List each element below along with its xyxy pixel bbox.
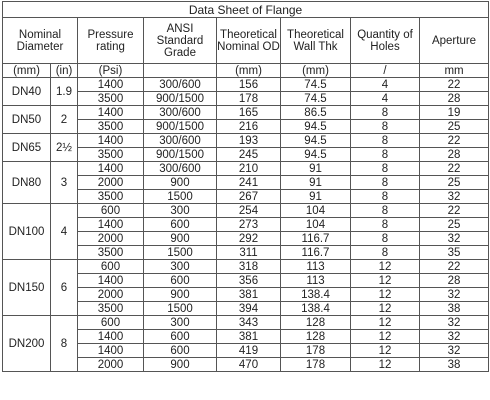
grade-cell: 300/600 — [144, 78, 217, 92]
wall-thk-cell: 104 — [281, 218, 351, 232]
table-row — [3, 316, 489, 330]
aperture-cell: 32 — [420, 232, 489, 246]
grade-cell: 900/1500 — [144, 148, 217, 162]
inch-cell: 2 — [51, 106, 78, 134]
unit-cell: (in) — [51, 64, 78, 78]
grade-cell: 900/1500 — [144, 120, 217, 134]
grade-cell: 300 — [144, 204, 217, 218]
wall-thk-cell: 94.5 — [281, 120, 351, 134]
pressure-cell: 1400 — [78, 344, 144, 358]
holes-cell: 8 — [351, 204, 420, 218]
od-cell: 210 — [217, 162, 281, 176]
flange-data-sheet — [2, 1, 488, 398]
pressure-cell: 3500 — [78, 120, 144, 134]
pressure-cell: 600 — [78, 204, 144, 218]
od-cell: 394 — [217, 302, 281, 316]
pressure-cell: 1400 — [78, 106, 144, 120]
wall-thk-cell: 91 — [281, 162, 351, 176]
pressure-cell: 3500 — [78, 246, 144, 260]
grade-cell: 1500 — [144, 246, 217, 260]
aperture-cell: 22 — [420, 260, 489, 274]
header-ansi-grade: ANSI Standard Grade — [144, 18, 217, 64]
wall-thk-cell: 128 — [281, 330, 351, 344]
wall-thk-cell: 178 — [281, 344, 351, 358]
holes-cell: 12 — [351, 316, 420, 330]
unit-cell: (mm) — [217, 64, 281, 78]
wall-thk-cell: 74.5 — [281, 92, 351, 106]
grade-cell: 600 — [144, 344, 217, 358]
inch-cell: 2½ — [51, 134, 78, 162]
pressure-cell: 1400 — [78, 78, 144, 92]
table-row — [3, 162, 489, 176]
unit-cell: mm — [420, 64, 489, 78]
table-row — [3, 106, 489, 120]
od-cell: 356 — [217, 274, 281, 288]
header-wall-thk: Theoretical Wall Thk — [281, 18, 351, 64]
holes-cell: 8 — [351, 246, 420, 260]
title-row — [3, 2, 489, 18]
aperture-cell: 22 — [420, 204, 489, 218]
grade-cell: 300 — [144, 260, 217, 274]
grade-cell: 600 — [144, 274, 217, 288]
holes-cell: 12 — [351, 302, 420, 316]
holes-cell: 12 — [351, 358, 420, 372]
holes-cell: 8 — [351, 106, 420, 120]
wall-thk-cell: 116.7 — [281, 246, 351, 260]
pressure-cell: 1400 — [78, 330, 144, 344]
aperture-cell: 32 — [420, 190, 489, 204]
holes-cell: 12 — [351, 288, 420, 302]
wall-thk-cell: 113 — [281, 274, 351, 288]
od-cell: 311 — [217, 246, 281, 260]
od-cell: 381 — [217, 288, 281, 302]
aperture-cell: 22 — [420, 162, 489, 176]
inch-cell: 4 — [51, 204, 78, 260]
aperture-cell: 35 — [420, 246, 489, 260]
unit-cell: / — [351, 64, 420, 78]
wall-thk-cell: 138.4 — [281, 288, 351, 302]
unit-cell — [144, 64, 217, 78]
od-cell: 381 — [217, 330, 281, 344]
inch-cell: 6 — [51, 260, 78, 316]
unit-cell: (Psi) — [78, 64, 144, 78]
pressure-cell: 3500 — [78, 92, 144, 106]
od-cell: 470 — [217, 358, 281, 372]
od-cell: 165 — [217, 106, 281, 120]
unit-cell: (mm) — [3, 64, 51, 78]
holes-cell: 8 — [351, 134, 420, 148]
aperture-cell: 28 — [420, 92, 489, 106]
dn-cell: DN80 — [3, 162, 51, 204]
grade-cell: 900 — [144, 232, 217, 246]
dn-cell: DN150 — [3, 260, 51, 316]
pressure-cell: 2000 — [78, 288, 144, 302]
holes-cell: 8 — [351, 176, 420, 190]
holes-cell: 8 — [351, 190, 420, 204]
table-row — [3, 78, 489, 92]
wall-thk-cell: 91 — [281, 190, 351, 204]
header-aperture: Aperture — [420, 18, 489, 64]
od-cell: 318 — [217, 260, 281, 274]
grade-cell: 600 — [144, 218, 217, 232]
grade-cell: 900 — [144, 176, 217, 190]
pressure-cell: 2000 — [78, 176, 144, 190]
inch-cell: 8 — [51, 316, 78, 372]
header-nominal-diameter: Nominal Diameter — [3, 18, 78, 64]
grade-cell: 1500 — [144, 190, 217, 204]
pressure-cell: 600 — [78, 260, 144, 274]
grade-cell: 1500 — [144, 302, 217, 316]
holes-cell: 4 — [351, 78, 420, 92]
holes-cell: 12 — [351, 330, 420, 344]
aperture-cell: 28 — [420, 148, 489, 162]
grade-cell: 300/600 — [144, 134, 217, 148]
table-row — [3, 260, 489, 274]
wall-thk-cell: 74.5 — [281, 78, 351, 92]
pressure-cell: 1400 — [78, 134, 144, 148]
table-body — [3, 78, 489, 372]
aperture-cell: 38 — [420, 302, 489, 316]
pressure-cell: 3500 — [78, 190, 144, 204]
grade-cell: 900/1500 — [144, 92, 217, 106]
header-nominal-od: Theoretical Nominal OD — [217, 18, 281, 64]
holes-cell: 8 — [351, 148, 420, 162]
od-cell: 241 — [217, 176, 281, 190]
pressure-cell: 1400 — [78, 274, 144, 288]
holes-cell: 12 — [351, 260, 420, 274]
header-pressure-rating: Pressure rating — [78, 18, 144, 64]
aperture-cell: 38 — [420, 358, 489, 372]
grade-cell: 300 — [144, 316, 217, 330]
pressure-cell: 3500 — [78, 148, 144, 162]
grade-cell: 900 — [144, 358, 217, 372]
od-cell: 178 — [217, 92, 281, 106]
od-cell: 267 — [217, 190, 281, 204]
aperture-cell: 32 — [420, 330, 489, 344]
table-row — [3, 134, 489, 148]
holes-cell: 8 — [351, 120, 420, 134]
table-row — [3, 204, 489, 218]
od-cell: 273 — [217, 218, 281, 232]
dn-cell: DN40 — [3, 78, 51, 106]
wall-thk-cell: 94.5 — [281, 134, 351, 148]
od-cell: 156 — [217, 78, 281, 92]
pressure-cell: 1400 — [78, 218, 144, 232]
wall-thk-cell: 178 — [281, 358, 351, 372]
aperture-cell: 32 — [420, 344, 489, 358]
inch-cell: 3 — [51, 162, 78, 204]
dn-cell: DN65 — [3, 134, 51, 162]
grade-cell: 900 — [144, 288, 217, 302]
holes-cell: 8 — [351, 162, 420, 176]
wall-thk-cell: 113 — [281, 260, 351, 274]
pressure-cell: 2000 — [78, 232, 144, 246]
pressure-cell: 3500 — [78, 302, 144, 316]
wall-thk-cell: 128 — [281, 316, 351, 330]
grade-cell: 300/600 — [144, 162, 217, 176]
pressure-cell: 600 — [78, 316, 144, 330]
holes-cell: 8 — [351, 232, 420, 246]
dn-cell: DN100 — [3, 204, 51, 260]
wall-thk-cell: 116.7 — [281, 232, 351, 246]
wall-thk-cell: 94.5 — [281, 148, 351, 162]
aperture-cell: 22 — [420, 78, 489, 92]
flange-table — [2, 1, 489, 372]
unit-cell: (mm) — [281, 64, 351, 78]
wall-thk-cell: 91 — [281, 176, 351, 190]
aperture-cell: 19 — [420, 106, 489, 120]
od-cell: 292 — [217, 232, 281, 246]
pressure-cell: 2000 — [78, 358, 144, 372]
od-cell: 419 — [217, 344, 281, 358]
aperture-cell: 32 — [420, 288, 489, 302]
inch-cell: 1.9 — [51, 78, 78, 106]
aperture-cell: 25 — [420, 176, 489, 190]
header-qty-holes: Quantity of Holes — [351, 18, 420, 64]
table-title: Data Sheet of Flange — [3, 2, 489, 18]
wall-thk-cell: 138.4 — [281, 302, 351, 316]
wall-thk-cell: 104 — [281, 204, 351, 218]
aperture-cell: 25 — [420, 120, 489, 134]
dn-cell: DN50 — [3, 106, 51, 134]
aperture-cell: 28 — [420, 274, 489, 288]
aperture-cell: 22 — [420, 134, 489, 148]
dn-cell: DN200 — [3, 316, 51, 372]
unit-row — [3, 64, 489, 78]
pressure-cell: 1400 — [78, 162, 144, 176]
holes-cell: 12 — [351, 344, 420, 358]
holes-cell: 8 — [351, 218, 420, 232]
od-cell: 245 — [217, 148, 281, 162]
aperture-cell: 25 — [420, 218, 489, 232]
grade-cell: 300/600 — [144, 106, 217, 120]
header-row — [3, 18, 489, 64]
aperture-cell: 32 — [420, 316, 489, 330]
od-cell: 216 — [217, 120, 281, 134]
wall-thk-cell: 86.5 — [281, 106, 351, 120]
od-cell: 343 — [217, 316, 281, 330]
grade-cell: 600 — [144, 330, 217, 344]
od-cell: 193 — [217, 134, 281, 148]
holes-cell: 12 — [351, 274, 420, 288]
od-cell: 254 — [217, 204, 281, 218]
holes-cell: 4 — [351, 92, 420, 106]
